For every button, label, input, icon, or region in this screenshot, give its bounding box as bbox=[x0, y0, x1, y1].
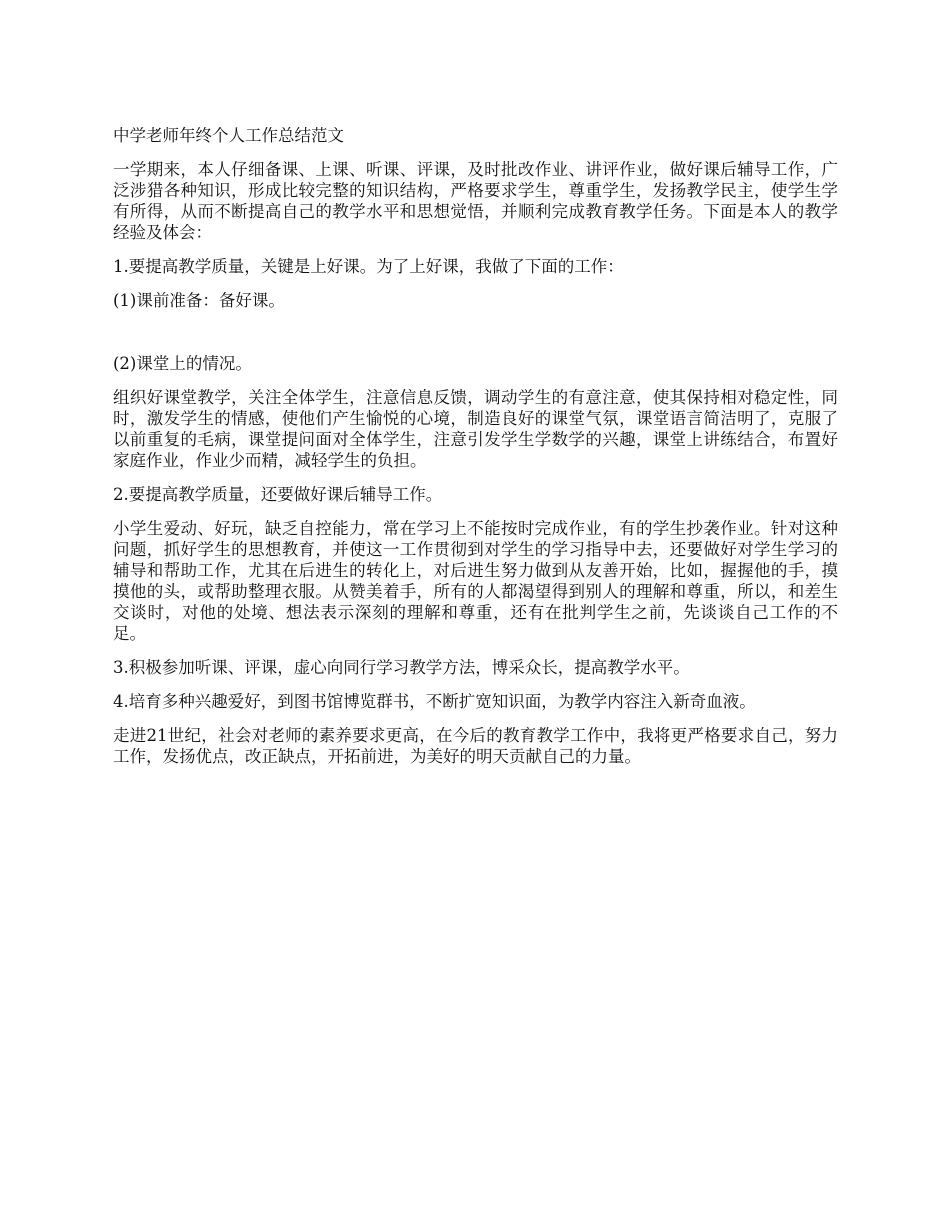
subsection-2-heading: (2)课堂上的情况。 bbox=[113, 354, 252, 373]
section-2-heading: 2.要提高教学质量，还要做好课后辅导工作。 bbox=[113, 485, 443, 504]
document-title: 中学老师年终个人工作总结范文 bbox=[113, 126, 344, 145]
document-page bbox=[113, 125, 838, 780]
intro-paragraph: 一学期来，本人仔细备课、上课、听课、评课，及时批改作业、讲评作业，做好课后辅导工作，广泛涉猎各种知识，形成比较完整的知识结构，严格要求学生，尊重学生，发扬教学民主，使学生学有所得，从而不断提高自己的教学水平和思想觉悟，并顺利完成教育教学任务。下面是本人的教学经验及体会： bbox=[113, 160, 838, 242]
closing-paragraph: 走进21世纪，社会对老师的素养要求更高，在今后的教育教学工作中，我将更严格要求自己，努力工作，发扬优点，改正缺点，开拓前进，为美好的明天贡献自己的力量。 bbox=[113, 726, 838, 766]
subsection-1-heading: (1)课前准备：备好课。 bbox=[113, 291, 285, 310]
section-1-heading: 1.要提高教学质量，关键是上好课。为了上好课，我做了下面的工作： bbox=[113, 257, 624, 276]
blank-spacer bbox=[113, 324, 838, 353]
tutoring-paragraph: 小学生爱动、好玩，缺乏自控能力，常在学习上不能按时完成作业，有的学生抄袭作业。针对这种问题，抓好学生的思想教育，并使这一工作贯彻到对学生的学习指导中去，还要做好对学生学习的辅导和帮助工作，尤其在后进生的转化上，对后进生努力做到从友善开始，比如，握握他的手，摸摸他的头，或帮助整理衣服。从赞美着手，所有的人都渴望得到别人的理解和尊重，所以，和差生交谈时，对他的处境、想法表示深刻的理解和尊重，还有在批判学生之前，先谈谈自己工作的不足。 bbox=[113, 519, 838, 643]
section-4-paragraph: 4.培育多种兴趣爱好，到图书馆博览群书，不断扩宽知识面，为教学内容注入新奇血液。 bbox=[113, 692, 756, 711]
section-3-paragraph: 3.积极参加听课、评课，虚心向同行学习教学方法，博采众长，提高教学水平。 bbox=[113, 658, 690, 677]
classroom-paragraph: 组织好课堂教学，关注全体学生，注意信息反馈，调动学生的有意注意，使其保持相对稳定性，同时，激发学生的情感，使他们产生愉悦的心境，制造良好的课堂气氛，课堂语言简洁明了，克服了以前重复的毛病，课堂提问面对全体学生，注意引发学生学数学的兴趣，课堂上讲练结合，布置好家庭作业，作业少而精，减轻学生的负担。 bbox=[113, 388, 838, 470]
